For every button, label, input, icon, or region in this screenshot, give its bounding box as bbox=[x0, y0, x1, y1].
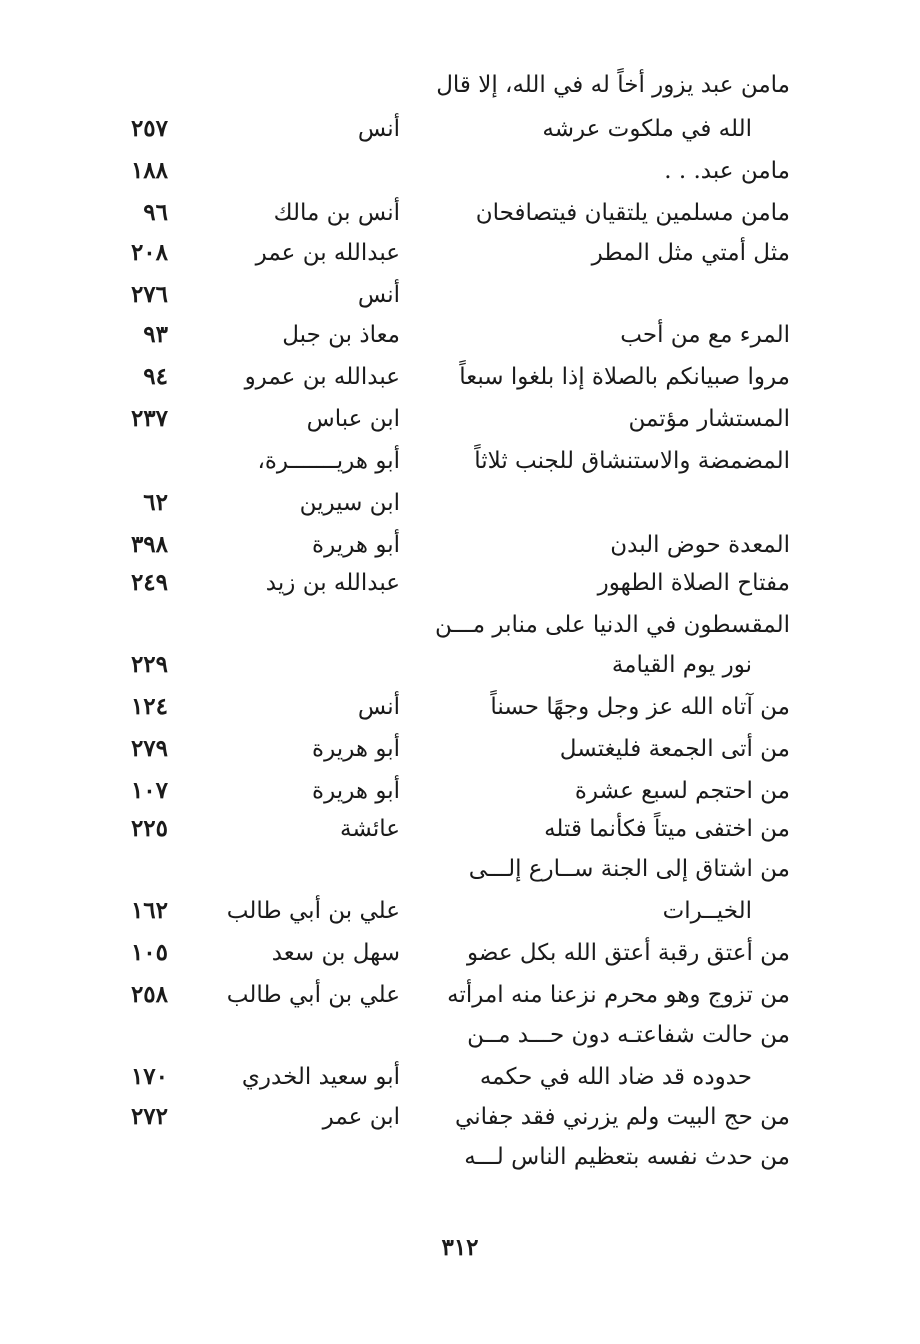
page-reference: ١٦٢ bbox=[130, 897, 168, 924]
index-row bbox=[0, 530, 920, 570]
index-row bbox=[0, 362, 920, 402]
page-reference: ٩٦ bbox=[143, 199, 168, 226]
index-row bbox=[0, 814, 920, 854]
hadith-text: مثل أمتي مثل المطر bbox=[591, 240, 790, 266]
narrator-name: سهل بن سعد bbox=[271, 940, 400, 966]
hadith-text: من أعتق رقبة أعتق الله بكل عضو bbox=[467, 940, 790, 966]
hadith-text: من آتاه الله عز وجل وجهًا حسناً bbox=[490, 694, 790, 720]
hadith-text: المضمضة والاستنشاق للجنب ثلاثاً bbox=[474, 448, 790, 474]
index-row bbox=[0, 70, 920, 110]
page-reference: ١٧٠ bbox=[130, 1063, 168, 1090]
hadith-text: المقسطون في الدنيا على منابر مـــن bbox=[435, 612, 790, 638]
page-reference: ٦٢ bbox=[143, 489, 168, 516]
page-reference: ٢٢٥ bbox=[130, 815, 168, 842]
index-row bbox=[0, 980, 920, 1020]
narrator-name: ابن عمر bbox=[322, 1104, 400, 1130]
narrator-name: ابن عباس bbox=[306, 406, 400, 432]
narrator-name: ابن سيرين bbox=[299, 490, 400, 516]
narrator-name: علي بن أبي طالب bbox=[226, 898, 400, 924]
narrator-name: أنس bbox=[357, 116, 400, 142]
narrator-name: أبو هريرة bbox=[312, 778, 400, 804]
index-row bbox=[0, 446, 920, 486]
index-row bbox=[0, 938, 920, 978]
narrator-name: أنس بن مالك bbox=[273, 200, 400, 226]
index-row bbox=[0, 610, 920, 650]
page-reference: ١٠٧ bbox=[130, 777, 168, 804]
page-reference: ١٢٤ bbox=[130, 693, 168, 720]
hadith-text: من أتى الجمعة فليغتسل bbox=[559, 736, 790, 762]
index-row bbox=[0, 776, 920, 816]
narrator-name: أنس bbox=[357, 694, 400, 720]
narrator-name: عبدالله بن زيد bbox=[265, 570, 400, 596]
page-reference: ٢٥٧ bbox=[130, 115, 168, 142]
narrator-name: معاذ بن جبل bbox=[282, 322, 400, 348]
index-row bbox=[0, 1142, 920, 1182]
hadith-text: المعدة حوض البدن bbox=[610, 532, 790, 558]
hadith-text: مامن عبد. . . bbox=[664, 158, 790, 184]
index-row bbox=[0, 156, 920, 196]
index-row bbox=[0, 488, 920, 528]
index-row bbox=[0, 114, 920, 154]
hadith-text: مفتاح الصلاة الطهور bbox=[597, 570, 790, 596]
hadith-text: من حج البيت ولم يزرني فقد جفاني bbox=[455, 1104, 790, 1130]
hadith-text: المرء مع من أحب bbox=[620, 322, 790, 348]
index-row bbox=[0, 896, 920, 936]
index-row bbox=[0, 404, 920, 444]
hadith-text: من حالت شفاعتـه دون حـــد مــن bbox=[467, 1022, 790, 1048]
hadith-text: مروا صبيانكم بالصلاة إذا بلغوا سبعاً bbox=[459, 364, 790, 390]
index-row bbox=[0, 1020, 920, 1060]
page-reference: ٢٧٢ bbox=[130, 1103, 168, 1130]
page-reference: ٢٤٩ bbox=[130, 569, 168, 596]
page-reference: ٢٧٩ bbox=[130, 735, 168, 762]
hadith-text: من حدث نفسه بتعظيم الناس لـــه bbox=[464, 1144, 790, 1170]
page-reference: ٢٣٧ bbox=[130, 405, 168, 432]
narrator-name: أبو هريـــــــرة، bbox=[257, 448, 400, 474]
page-reference: ٩٣ bbox=[143, 321, 168, 348]
narrator-name: أبو هريرة bbox=[312, 736, 400, 762]
hadith-text-continued: الله في ملكوت عرشه bbox=[542, 116, 752, 142]
narrator-name: عبدالله بن عمر bbox=[255, 240, 400, 266]
index-row bbox=[0, 854, 920, 894]
hadith-text: من اختفى ميتاً فكأنما قتله bbox=[544, 816, 790, 842]
hadith-text: مامن مسلمين يلتقيان فيتصافحان bbox=[475, 200, 790, 226]
hadith-text: من اشتاق إلى الجنة ســارع إلـــى bbox=[468, 856, 790, 882]
page-reference: ٢٥٨ bbox=[130, 981, 168, 1008]
index-row bbox=[0, 198, 920, 238]
hadith-text-continued: الخيــرات bbox=[662, 898, 752, 924]
hadith-text: المستشار مؤتمن bbox=[628, 406, 790, 432]
page-number: ٣١٢ bbox=[441, 1234, 479, 1261]
index-row bbox=[0, 238, 920, 278]
hadith-text-continued: نور يوم القيامة bbox=[611, 652, 752, 678]
narrator-name: أبو سعيد الخدري bbox=[241, 1064, 400, 1090]
index-row bbox=[0, 692, 920, 732]
hadith-text: مامن عبد يزور أخاً له في الله، إلا قال bbox=[436, 72, 790, 98]
index-row bbox=[0, 734, 920, 774]
narrator-name: أنس bbox=[357, 282, 400, 308]
page-reference: ٩٤ bbox=[143, 363, 168, 390]
narrator-name: عائشة bbox=[340, 816, 400, 842]
index-row bbox=[0, 1062, 920, 1102]
index-row bbox=[0, 280, 920, 320]
page-reference: ٢٢٩ bbox=[130, 651, 168, 678]
hadith-text: من احتجم لسبع عشرة bbox=[574, 778, 790, 804]
hadith-text: من تزوج وهو محرم نزعنا منه امرأته bbox=[447, 982, 790, 1008]
page-reference: ٢٠٨ bbox=[130, 239, 168, 266]
hadith-text-continued: حدوده قد ضاد الله في حكمه bbox=[479, 1064, 752, 1090]
index-row bbox=[0, 650, 920, 690]
page-reference: ١٠٥ bbox=[130, 939, 168, 966]
narrator-name: أبو هريرة bbox=[312, 532, 400, 558]
index-row bbox=[0, 568, 920, 608]
index-row bbox=[0, 1102, 920, 1142]
page-reference: ٢٧٦ bbox=[130, 281, 168, 308]
index-row bbox=[0, 320, 920, 360]
narrator-name: علي بن أبي طالب bbox=[226, 982, 400, 1008]
page-reference: ١٨٨ bbox=[130, 157, 168, 184]
page-reference: ٣٩٨ bbox=[130, 531, 168, 558]
narrator-name: عبدالله بن عمرو bbox=[244, 364, 400, 390]
